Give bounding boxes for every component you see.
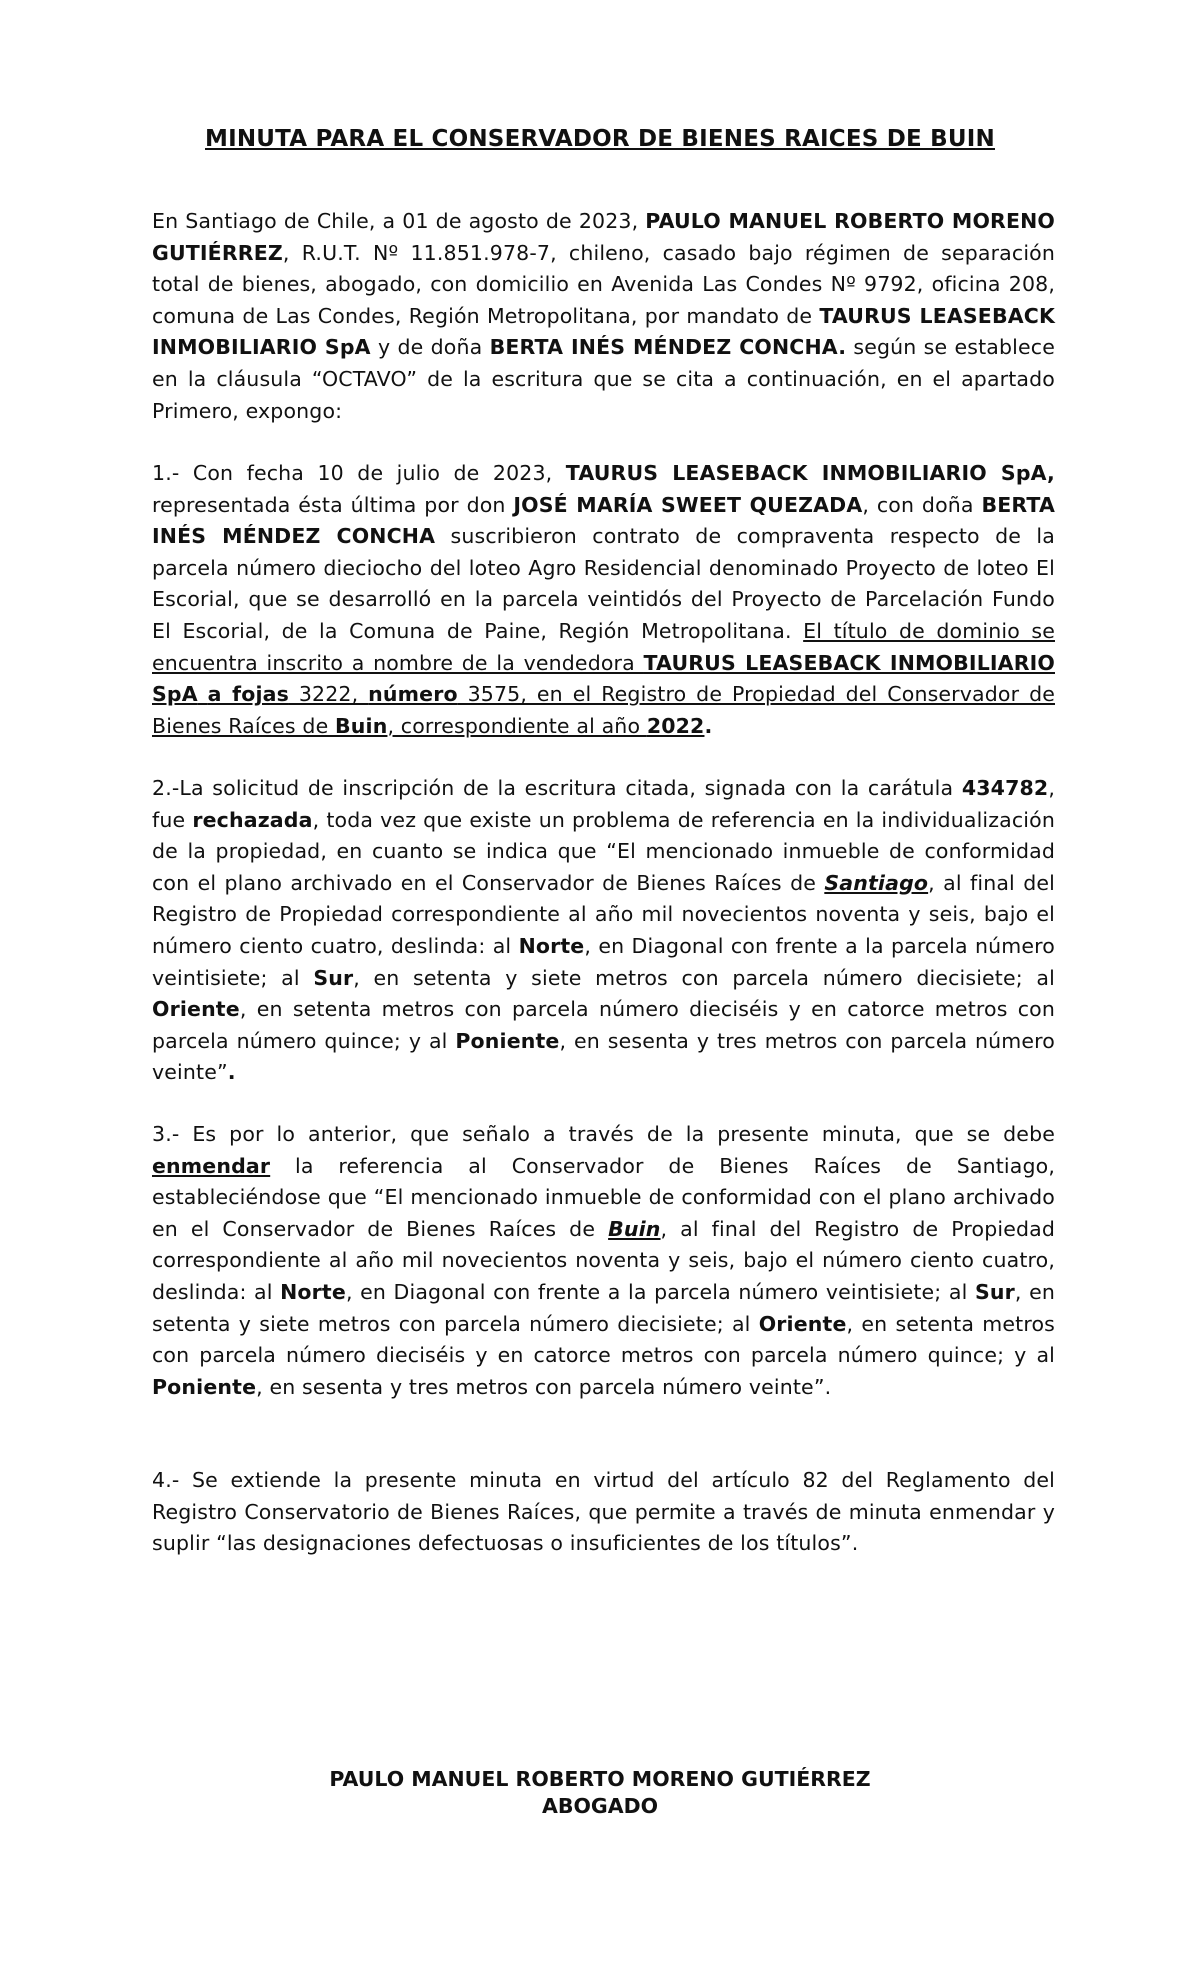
intro-text-4: según se establece en la cláusula “OCTAVO” de la escritura que se cita a continuación, en el apartado Primero, expongo:: [152, 335, 1055, 423]
paragraph-2: [152, 773, 1055, 1089]
signature-name: PAULO MANUEL ROBERTO MORENO GUTIÉRREZ: [329, 1767, 871, 1791]
p2-text-8: , en sesenta y tres metros con parcela número veinte”: [152, 1028, 1055, 1085]
p3-sur: Sur: [974, 1279, 1015, 1304]
p1-text-1: 1.- Con fecha 10 de julio de 2023,: [152, 461, 566, 485]
p3-text-1: 3.- Es por lo anterior, que señalo a través de la presente minuta, que se debe: [152, 1122, 1055, 1146]
signature-block: [0, 1766, 1200, 1820]
p3-buin: Buin: [608, 1216, 661, 1241]
p2-text-2: , fue: [152, 776, 1055, 832]
p1-underlined-5: , correspondiente al año: [387, 713, 647, 738]
p1-numero-label: número: [368, 682, 458, 707]
signature-role: ABOGADO: [541, 1794, 659, 1818]
p2-sur: Sur: [313, 965, 354, 990]
intro-text-2: , R.U.T. Nº 11.851.978-7, chileno, casado bajo régimen de separación total de bienes, abogado, con domicilio en Avenida Las Condes Nº 9792, oficina 208, comuna de Las Condes, Región Metropolitana, por mandato de: [152, 240, 1055, 328]
p3-poniente: Poniente: [152, 1374, 257, 1399]
document-title: MINUTA PARA EL CONSERVADOR DE BIENES RAICES DE BUIN: [205, 126, 995, 152]
p2-caratula-number: 434782: [961, 776, 1049, 800]
p1-buyer-name: BERTA INÉS MÉNDEZ CONCHA: [152, 492, 1055, 549]
p1-underlined-3: 3222,: [288, 682, 369, 707]
p3-text-3: , al final del Registro de Propiedad correspondiente al año mil novecientos noventa y seis, bajo el número ciento cuatro, deslinda: al: [152, 1216, 1055, 1304]
p2-text-3: , toda vez que existe un problema de referencia en la individualización de la propiedad, en cuanto se indica que “El mencionado inmueble de conformidad con el plano archivado en el Conservador de Bienes Raíces de: [152, 807, 1055, 895]
p2-text-1: 2.-La solicitud de inscripción de la escritura citada, signada con la carátula: [152, 776, 962, 800]
intro-company-name: TAURUS LEASEBACK INMOBILIARIO SpA: [152, 303, 1055, 360]
p1-company-name: TAURUS LEASEBACK INMOBILIARIO SpA,: [565, 461, 1055, 485]
p1-end-period: .: [704, 713, 713, 738]
p3-text-6: , en setenta metros con parcela número dieciséis y en catorce metros con parcela número quince; y al: [152, 1311, 1055, 1368]
paragraph-4: [152, 1465, 1055, 1560]
p1-underlined-4: 3575, en el Registro de Propiedad del Conservador de Bienes Raíces de: [152, 682, 1055, 738]
p3-oriente: Oriente: [758, 1311, 847, 1336]
intro-buyer-name: BERTA INÉS MÉNDEZ CONCHA.: [489, 335, 847, 360]
p3-text-4: , en Diagonal con frente a la parcela número veintisiete; al: [345, 1279, 975, 1304]
p3-enmendar: enmendar: [152, 1153, 271, 1178]
p3-norte: Norte: [280, 1279, 346, 1304]
p1-underlined-2: [198, 682, 208, 706]
intro-text-1: En Santiago de Chile, a 01 de agosto de 2023,: [152, 209, 646, 233]
paragraph-1: [152, 458, 1055, 742]
p3-text-2: la referencia al Conservador de Bienes Raíces de Santiago, estableciéndose que “El mencionado inmueble de conformidad con el plano archivado en el Conservador de Bienes Raíces de: [152, 1153, 1055, 1241]
p2-poniente: Poniente: [455, 1028, 560, 1053]
p3-text-7: , en sesenta y tres metros con parcela número veinte”.: [256, 1374, 832, 1399]
intro-text-3: y de doña: [370, 335, 490, 360]
p1-text-3: , con doña: [862, 492, 982, 517]
p2-end-period: .: [227, 1060, 236, 1085]
p2-text-6: , en setenta y siete metros con parcela número diecisiete; al: [353, 965, 1055, 990]
p1-underlined-1: El título de dominio se encuentra inscrito a nombre de la vendedora: [152, 618, 1055, 675]
p1-representative-name: JOSÉ MARÍA SWEET QUEZADA: [513, 492, 863, 517]
intro-attorney-name: PAULO MANUEL ROBERTO MORENO GUTIÉRREZ: [152, 209, 1056, 265]
intro-paragraph: [152, 206, 1055, 427]
p2-text-5: , en Diagonal con frente a la parcela número veintisiete; al: [152, 933, 1055, 990]
p1-text-4: suscribieron contrato de compraventa respecto de la parcela número dieciocho del loteo Agro Residencial denominado Proyecto de loteo El Escorial, que se desarrolló en la parcela veintidós del Proyecto de Parcelación Fundo El Escorial, de la Comuna de Paine, Región Metropolitana.: [152, 524, 1055, 643]
p2-text-4: , al final del Registro de Propiedad correspondiente al año mil novecientos noventa y seis, bajo el número ciento cuatro, deslinda: al: [152, 870, 1055, 958]
p2-norte: Norte: [518, 933, 585, 958]
p1-year: 2022: [646, 713, 705, 738]
p1-text-2: representada ésta última por don: [152, 492, 514, 517]
p4-text-1: 4.- Se extiende la presente minuta en virtud del artículo 82 del Reglamento del Registro Conservatorio de Bienes Raíces, que permite a través de minuta enmendar y suplir “las designaciones defectuosas o insuficientes de los títulos”.: [152, 1468, 1055, 1556]
p2-oriente: Oriente: [152, 997, 240, 1022]
paragraph-3: [152, 1119, 1055, 1403]
p1-buin: Buin: [335, 713, 388, 738]
p1-fojas-label: a fojas: [207, 682, 289, 707]
p3-text-5: , en setenta y siete metros con parcela número diecisiete; al: [152, 1279, 1055, 1336]
p2-santiago: Santiago: [824, 870, 929, 895]
p2-text-7: , en setenta metros con parcela número dieciséis y en catorce metros con parcela número quince; y al: [152, 997, 1055, 1053]
p1-underlined-company: TAURUS LEASEBACK INMOBILIARIO SpA: [152, 650, 1055, 707]
p2-rechazada: rechazada: [192, 807, 313, 832]
